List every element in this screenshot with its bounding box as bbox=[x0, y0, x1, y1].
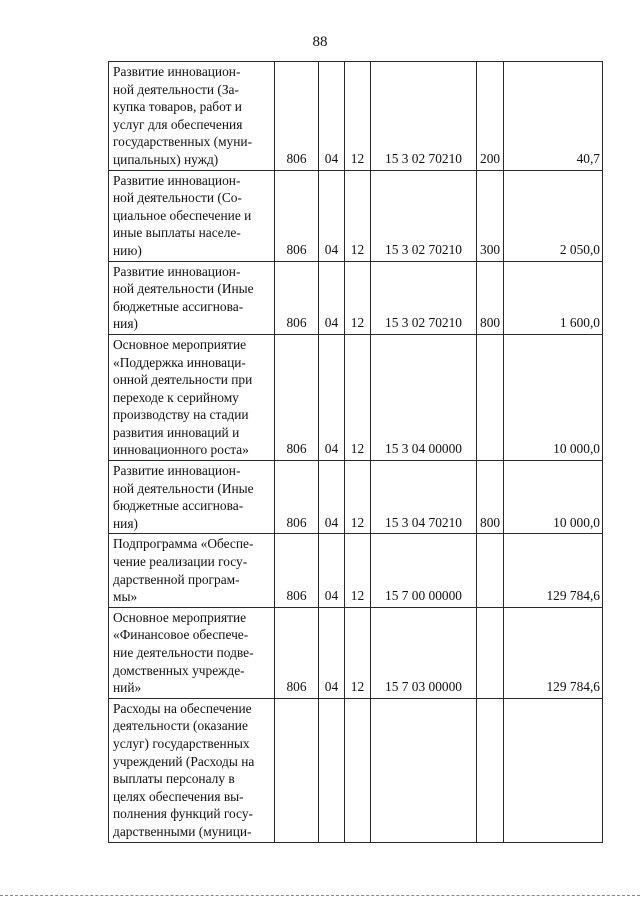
target-article-cell: 15 3 04 00000 bbox=[371, 334, 477, 460]
expense-name-line: полнения функций госу- bbox=[113, 806, 253, 822]
ministry-code-cell: 806 bbox=[275, 534, 319, 607]
section-code-cell: 04 bbox=[319, 170, 345, 261]
expense-name-line: Подпрограмма «Обеспе- bbox=[113, 536, 254, 552]
expense-name-line: учреждений (Расходы на bbox=[113, 753, 255, 769]
expense-type-cell bbox=[477, 334, 504, 460]
expense-name-line: развития инноваций и bbox=[113, 424, 240, 440]
amount-cell: 129 784,6 bbox=[504, 534, 603, 607]
target-article-cell: 15 7 03 00000 bbox=[371, 607, 477, 698]
expense-name-line: домственных учрежде- bbox=[113, 662, 245, 678]
expense-name-cell bbox=[109, 62, 275, 171]
expense-name-line: ний» bbox=[113, 680, 142, 696]
expense-name-line: ципальных) нужд) bbox=[113, 151, 219, 167]
expense-type-cell: 200 bbox=[477, 62, 504, 171]
expense-name-line: бюджетные ассигнова- bbox=[113, 298, 244, 314]
expense-name-line: бюджетные ассигнова- bbox=[113, 498, 244, 514]
target-article-cell: 15 3 02 70210 bbox=[371, 170, 477, 261]
table-row bbox=[109, 607, 603, 698]
ministry-code-cell bbox=[275, 698, 319, 842]
section-code-cell: 04 bbox=[319, 62, 345, 171]
expense-name-cell bbox=[109, 334, 275, 460]
table-row bbox=[109, 698, 603, 842]
expense-name-line: онной деятельности при bbox=[113, 372, 253, 388]
section-code-cell: 04 bbox=[319, 607, 345, 698]
page-number: 88 bbox=[312, 34, 328, 50]
expense-name-line: переходе к серийному bbox=[113, 389, 239, 405]
expense-name-line: государственных (муни- bbox=[113, 134, 253, 150]
expense-name-line: производству на стадии bbox=[113, 407, 249, 423]
amount-cell: 129 784,6 bbox=[504, 607, 603, 698]
expense-name-line: ной деятельности (Иные bbox=[113, 281, 254, 297]
expense-name-line: дарственными (муници- bbox=[113, 823, 252, 839]
expense-name-cell bbox=[109, 534, 275, 607]
subsection-code-cell: 12 bbox=[345, 461, 371, 534]
expense-name-line: дарственной програм- bbox=[113, 571, 240, 587]
expense-name-line: инновационного роста» bbox=[113, 442, 249, 458]
expense-name-line: Основное мероприятие bbox=[113, 336, 247, 352]
expense-name-line: целях обеспечения вы- bbox=[113, 788, 244, 804]
expense-name-line: услуг) государственных bbox=[113, 735, 250, 751]
table-row bbox=[109, 334, 603, 460]
expense-name-line: чение реализации госу- bbox=[113, 554, 248, 570]
target-article-cell: 15 3 02 70210 bbox=[371, 261, 477, 334]
subsection-code-cell: 12 bbox=[345, 261, 371, 334]
expense-name-line: деятельности (оказание bbox=[113, 718, 248, 734]
expense-name-line: Развитие инновацион- bbox=[113, 172, 241, 188]
amount-cell: 40,7 bbox=[504, 62, 603, 171]
expense-name-line: Развитие инновацион- bbox=[113, 64, 241, 79]
expense-type-cell: 300 bbox=[477, 170, 504, 261]
table-row bbox=[109, 261, 603, 334]
expense-name-line: услуг для обеспечения bbox=[113, 116, 243, 132]
expense-name-line: купка товаров, работ и bbox=[113, 99, 242, 115]
section-code-cell: 04 bbox=[319, 461, 345, 534]
expense-name-line: «Финансовое обеспече- bbox=[113, 627, 249, 643]
expense-name-cell bbox=[109, 461, 275, 534]
subsection-code-cell: 12 bbox=[345, 62, 371, 171]
expense-name-line: «Поддержка инноваци- bbox=[113, 354, 246, 370]
subsection-code-cell: 12 bbox=[345, 334, 371, 460]
expense-name-line: ной деятельности (Иные bbox=[113, 480, 254, 496]
subsection-code-cell: 12 bbox=[345, 170, 371, 261]
amount-cell: 10 000,0 bbox=[504, 334, 603, 460]
table-body bbox=[109, 62, 603, 843]
amount-cell: 10 000,0 bbox=[504, 461, 603, 534]
footer-divider bbox=[0, 895, 640, 897]
expense-name-cell bbox=[109, 607, 275, 698]
table-row bbox=[109, 170, 603, 261]
expense-name-line: ния) bbox=[113, 316, 138, 332]
expense-type-cell bbox=[477, 534, 504, 607]
table-row bbox=[109, 461, 603, 534]
expense-type-cell: 800 bbox=[477, 461, 504, 534]
ministry-code-cell: 806 bbox=[275, 607, 319, 698]
expense-name-line: выплаты персоналу в bbox=[113, 771, 235, 787]
section-code-cell bbox=[319, 698, 345, 842]
expense-name-line: ние деятельности подве- bbox=[113, 645, 254, 660]
target-article-cell: 15 3 04 70210 bbox=[371, 461, 477, 534]
subsection-code-cell: 12 bbox=[345, 534, 371, 607]
ministry-code-cell: 806 bbox=[275, 261, 319, 334]
expense-name-cell bbox=[109, 170, 275, 261]
section-code-cell: 04 bbox=[319, 261, 345, 334]
budget-table bbox=[108, 61, 603, 843]
subsection-code-cell bbox=[345, 698, 371, 842]
section-code-cell: 04 bbox=[319, 534, 345, 607]
expense-type-cell: 800 bbox=[477, 261, 504, 334]
ministry-code-cell: 806 bbox=[275, 170, 319, 261]
expense-name-line: циальное обеспечение и bbox=[113, 207, 252, 223]
amount-cell: 2 050,0 bbox=[504, 170, 603, 261]
expense-type-cell bbox=[477, 607, 504, 698]
ministry-code-cell: 806 bbox=[275, 334, 319, 460]
ministry-code-cell: 806 bbox=[275, 62, 319, 171]
expense-name-line: Расходы на обеспечение bbox=[113, 700, 252, 716]
expense-name-cell bbox=[109, 261, 275, 334]
target-article-cell bbox=[371, 698, 477, 842]
expense-name-line: Развитие инновацион- bbox=[113, 263, 241, 279]
expense-name-line: ной деятельности (За- bbox=[113, 81, 239, 97]
expense-name-line: ния) bbox=[113, 515, 138, 531]
expense-name-line: мы» bbox=[113, 589, 138, 605]
expense-name-line: Развитие инновацион- bbox=[113, 463, 241, 479]
expense-name-cell bbox=[109, 698, 275, 842]
expense-name-line: Основное мероприятие bbox=[113, 609, 247, 625]
amount-cell: 1 600,0 bbox=[504, 261, 603, 334]
table-row bbox=[109, 534, 603, 607]
target-article-cell: 15 7 00 00000 bbox=[371, 534, 477, 607]
expense-name-line: иные выплаты населе- bbox=[113, 225, 241, 241]
expense-name-line: нию) bbox=[113, 242, 142, 258]
target-article-cell: 15 3 02 70210 bbox=[371, 62, 477, 171]
amount-cell bbox=[504, 698, 603, 842]
ministry-code-cell: 806 bbox=[275, 461, 319, 534]
table-row bbox=[109, 62, 603, 171]
subsection-code-cell: 12 bbox=[345, 607, 371, 698]
expense-type-cell bbox=[477, 698, 504, 842]
expense-name-line: ной деятельности (Со- bbox=[113, 190, 242, 206]
section-code-cell: 04 bbox=[319, 334, 345, 460]
